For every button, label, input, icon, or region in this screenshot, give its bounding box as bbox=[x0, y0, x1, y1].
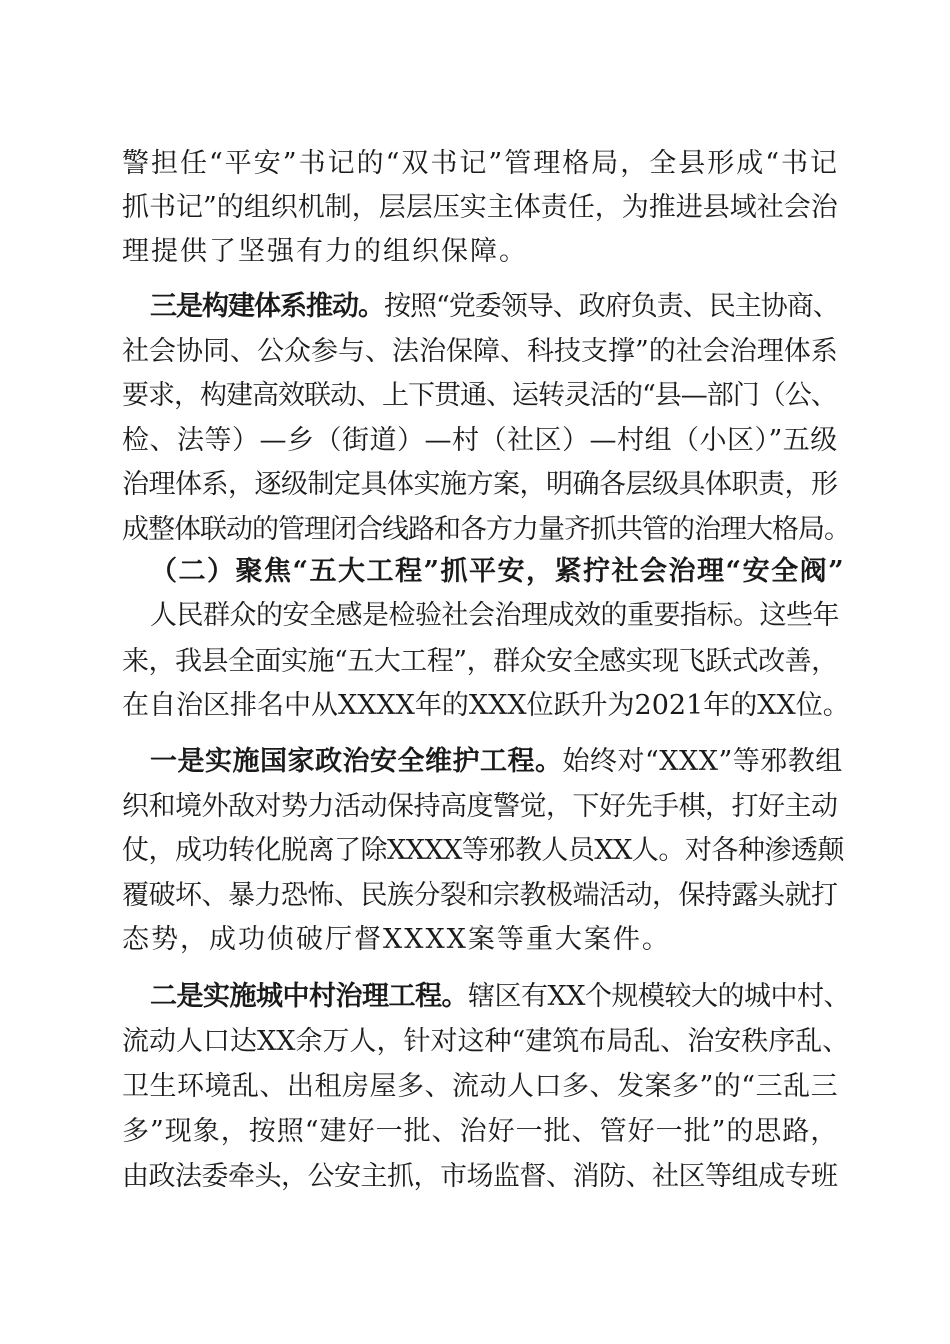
text-span: 治理体系，逐级制定具体实施方案，明确各层级具体职责，形 bbox=[122, 469, 838, 500]
paragraph-line bbox=[122, 330, 838, 374]
paragraph-line bbox=[122, 918, 671, 962]
text-span: 态势，成功侦破厅督XXXX案等重大案件。 bbox=[122, 924, 671, 955]
text-span: 在自治区排名中从XXXX年的XXX位跃升为2021年的XX位。 bbox=[122, 690, 850, 721]
text-span: 辖区有XX个规模较大的城中村、 bbox=[468, 981, 850, 1012]
paragraph-line bbox=[122, 374, 837, 418]
heading-text: （二）聚焦“五大工程”抓平安，紧拧社会治理“安全阀” bbox=[150, 556, 846, 587]
paragraph-line bbox=[122, 1065, 838, 1109]
paragraph-line bbox=[150, 975, 850, 1019]
paragraph-line bbox=[122, 1110, 838, 1154]
paragraph-lead: 一是实施国家政治安全维护工程。 bbox=[150, 746, 563, 777]
paragraph-line bbox=[122, 142, 839, 186]
paragraph-line bbox=[122, 186, 838, 230]
text-span: 多”现象，按照“建好一批、治好一批、管好一批”的思路， bbox=[122, 1116, 839, 1147]
paragraph-line bbox=[122, 463, 838, 507]
text-span: 由政法委牵头，公安主抓，市场监督、消防、社区等组成专班 bbox=[122, 1161, 838, 1192]
text-span: 始终对“XXX”等邪教组 bbox=[562, 746, 843, 777]
paragraph-line bbox=[122, 684, 850, 728]
paragraph-line bbox=[122, 829, 844, 873]
paragraph-line bbox=[122, 230, 528, 274]
text-span: 检、法等）—乡（街道）—村（社区）—村组（小区）”五级 bbox=[122, 425, 838, 456]
section-heading bbox=[150, 550, 845, 594]
paragraph-line bbox=[122, 874, 838, 918]
text-span: 抓书记”的组织机制，层层压实主体责任，为推进县域社会治 bbox=[122, 192, 838, 223]
paragraph-line bbox=[122, 508, 850, 552]
paragraph-lead: 三是构建体系推动。 bbox=[150, 291, 384, 322]
paragraph-line bbox=[150, 740, 843, 784]
text-span: 织和境外敌对势力活动保持高度警觉，下好先手棋，打好主动 bbox=[122, 791, 838, 822]
text-span: 覆破坏、暴力恐怖、民族分裂和宗教极端活动，保持露头就打 bbox=[122, 880, 838, 911]
text-span: 来，我县全面实施“五大工程”，群众安全感实现飞跃式改善， bbox=[122, 646, 838, 677]
text-span: 社会协同、公众参与、法治保障、科技支撑”的社会治理体系 bbox=[122, 336, 838, 367]
paragraph-line bbox=[122, 419, 838, 463]
text-span: 卫生环境乱、出租房屋多、流动人口多、发案多”的“三乱三 bbox=[122, 1071, 839, 1102]
text-span: 要求，构建高效联动、上下贯通、运转灵活的“县—部门（公、 bbox=[122, 380, 837, 411]
text-span: 流动人口达XX余万人，针对这种“建筑布局乱、治安秩序乱、 bbox=[122, 1026, 850, 1057]
paragraph-lead: 二是实施城中村治理工程。 bbox=[150, 981, 468, 1012]
paragraph-line bbox=[122, 1020, 849, 1064]
paragraph-line bbox=[150, 594, 839, 638]
text-span: 人民群众的安全感是检验社会治理成效的重要指标。这些年 bbox=[150, 600, 839, 631]
text-span: 仗，成功转化脱离了除XXXX等邪教人员XX人。对各种渗透颠 bbox=[122, 835, 844, 866]
text-span: 按照“党委领导、政府负责、民主协商、 bbox=[384, 291, 839, 322]
text-span: 理提供了坚强有力的组织保障。 bbox=[122, 236, 528, 267]
text-span: 成整体联动的管理闭合线路和各方力量齐抓共管的治理大格局。 bbox=[122, 514, 850, 545]
paragraph-line bbox=[122, 1155, 838, 1199]
paragraph-line bbox=[122, 785, 838, 829]
paragraph-line bbox=[150, 285, 839, 329]
paragraph-line bbox=[122, 640, 838, 684]
text-span: 警担任“平安”书记的“双书记”管理格局，全县形成“书记 bbox=[122, 148, 840, 179]
